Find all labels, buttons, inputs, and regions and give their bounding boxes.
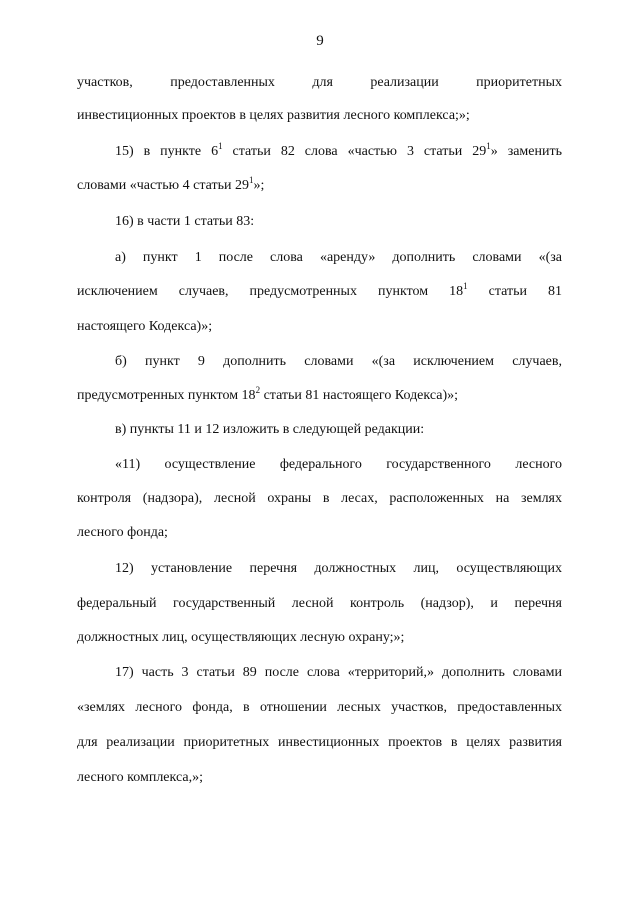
text-line: 12) установление перечня должностных лиц, осуществляющих <box>115 561 562 576</box>
subitem-b-line-2 <box>77 387 458 405</box>
text-line: участков, предоставленных для реализации приоритетных <box>77 75 562 90</box>
item-15-line-2 <box>77 177 264 195</box>
text-fragment: статьи 82 слова «частью 3 статьи 29 <box>232 144 487 159</box>
superscript: 1 <box>218 141 223 151</box>
superscript: 1 <box>248 175 254 185</box>
text-fragment: предусмотренных пунктом 18 <box>77 388 256 403</box>
page-number: 9 <box>316 33 324 49</box>
text-fragment: статьи 81 настоящего Кодекса)»; <box>263 388 459 403</box>
text-line: контроля (надзора), лесной охраны в лесах, расположенных на землях <box>77 491 562 506</box>
text-fragment: исключением случаев, предусмотренных пунктом 18 <box>77 284 464 299</box>
text-line: б) пункт 9 дополнить словами «(за исключением случаев, <box>115 354 562 369</box>
superscript: 1 <box>486 141 491 151</box>
text-fragment: 15) в пункте 6 <box>115 144 219 159</box>
text-fragment: статьи 81 <box>488 284 562 299</box>
text-line: а) пункт 1 после слова «аренду» дополнить словами «(за <box>115 250 562 265</box>
text-line: 17) часть 3 статьи 89 после слова «территорий,» дополнить словами <box>115 665 562 680</box>
text-line: в) пункты 11 и 12 изложить в следующей редакции: <box>115 422 425 437</box>
text-line: лесного фонда; <box>77 525 168 540</box>
text-line: инвестиционных проектов в целях развития лесного комплекса;»; <box>77 108 470 123</box>
subitem-a-line-2 <box>77 283 562 301</box>
text-fragment: »; <box>253 178 265 193</box>
text-line: для реализации приоритетных инвестиционных проектов в целях развития <box>77 735 562 750</box>
text-line: «11) осуществление федерального государственного лесного <box>115 457 562 472</box>
superscript: 1 <box>463 281 468 291</box>
text-fragment: » заменить <box>490 144 562 159</box>
text-line: 16) в части 1 статьи 83: <box>115 214 255 229</box>
text-line: «землях лесного фонда, в отношении лесных участков, предоставленных <box>77 700 562 715</box>
superscript: 2 <box>255 385 261 395</box>
text-line: должностных лиц, осуществляющих лесную охрану;»; <box>77 630 405 645</box>
item-15-line-1 <box>115 143 562 161</box>
text-fragment: словами «частью 4 статьи 29 <box>77 178 249 193</box>
text-line: федеральный государственный лесной контроль (надзор), и перечня <box>77 596 562 611</box>
text-line: настоящего Кодекса)»; <box>77 319 213 334</box>
text-line: лесного комплекса,»; <box>77 770 203 785</box>
